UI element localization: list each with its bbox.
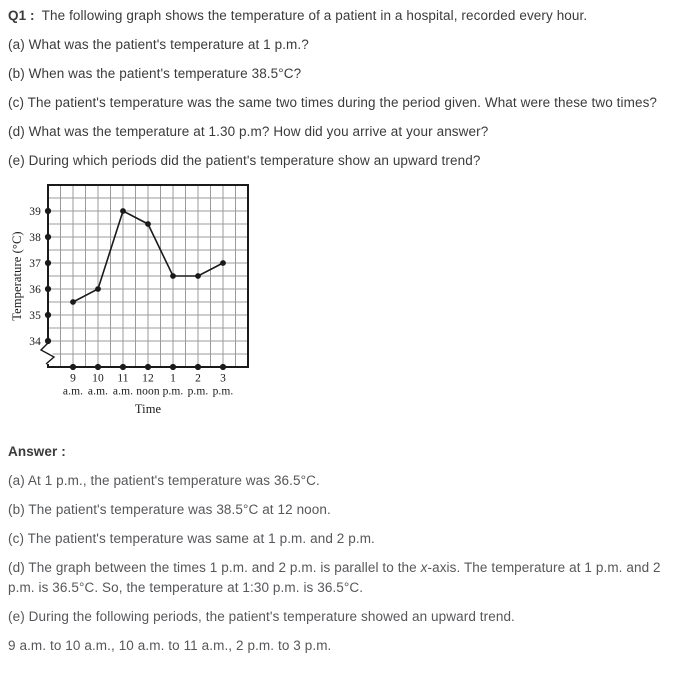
answer-part-c: (c) The patient's temperature was same at 1 p.m. and 2 p.m.: [8, 531, 375, 546]
svg-text:Temperature (°C): Temperature (°C): [10, 231, 24, 321]
question-number: Q1 :: [8, 8, 35, 23]
svg-text:a.m.: a.m.: [112, 385, 134, 398]
svg-text:35: 35: [29, 310, 41, 322]
svg-text:a.m.: a.m.: [87, 385, 109, 398]
answer-part-d-pre: (d) The graph between the times 1 p.m. and 2 p.m. is parallel to the: [8, 560, 421, 575]
svg-text:12: 12: [142, 372, 154, 385]
svg-text:9: 9: [70, 372, 76, 385]
svg-text:34: 34: [29, 336, 41, 348]
answer-part-b: (b) The patient's temperature was 38.5°C at 12 noon.: [8, 502, 331, 517]
svg-text:37: 37: [29, 258, 41, 270]
question-section: [8, 6, 684, 171]
svg-text:36: 36: [29, 284, 41, 296]
answer-part-d-post: -axis. The temperature at 1 p.m. and 2 p.m. is 36.5°C. So, the temperature at 1:30 p.m. is 36.5°C.: [8, 560, 661, 595]
answer-part-e: (e) During the following periods, the patient's temperature showed an upward trend.: [8, 609, 515, 624]
svg-text:p.m.: p.m.: [187, 385, 209, 398]
question-part-b: (b) When was the patient's temperature 38.5°C?: [8, 66, 302, 81]
question-part-e: (e) During which periods did the patient's temperature show an upward trend?: [8, 153, 481, 168]
svg-text:p.m.: p.m.: [212, 385, 234, 398]
answer-part-a: (a) At 1 p.m., the patient's temperature was 36.5°C.: [8, 473, 320, 488]
answer-heading: Answer :: [8, 444, 66, 459]
svg-text:a.m.: a.m.: [62, 385, 84, 398]
svg-text:noon: noon: [136, 385, 160, 398]
svg-text:p.m.: p.m.: [162, 385, 184, 398]
svg-text:3: 3: [220, 372, 226, 385]
svg-text:1: 1: [170, 372, 176, 385]
answer-section: [8, 442, 684, 656]
question-title: [8, 6, 684, 26]
svg-text:39: 39: [29, 206, 41, 218]
answer-part-d-x: x: [420, 560, 428, 575]
svg-text:Time: Time: [134, 402, 162, 416]
question-title-text: The following graph shows the temperature of a patient in a hospital, recorded every hour.: [41, 8, 588, 23]
temperature-line-chart: [8, 180, 684, 420]
svg-text:38: 38: [29, 232, 41, 244]
temperature-line-chart-svg: [8, 180, 260, 420]
question-part-c: (c) The patient's temperature was the same two times during the period given. What were these two times?: [8, 95, 658, 110]
answer-part-d: [8, 558, 684, 598]
question-part-a: (a) What was the patient's temperature at 1 p.m.?: [8, 37, 309, 52]
answer-part-e-periods: 9 a.m. to 10 a.m., 10 a.m. to 11 a.m., 2 p.m. to 3 p.m.: [8, 638, 332, 653]
svg-text:11: 11: [117, 372, 129, 385]
svg-text:2: 2: [195, 372, 201, 385]
svg-text:10: 10: [92, 372, 104, 385]
question-part-d: (d) What was the temperature at 1.30 p.m? How did you arrive at your answer?: [8, 124, 489, 139]
